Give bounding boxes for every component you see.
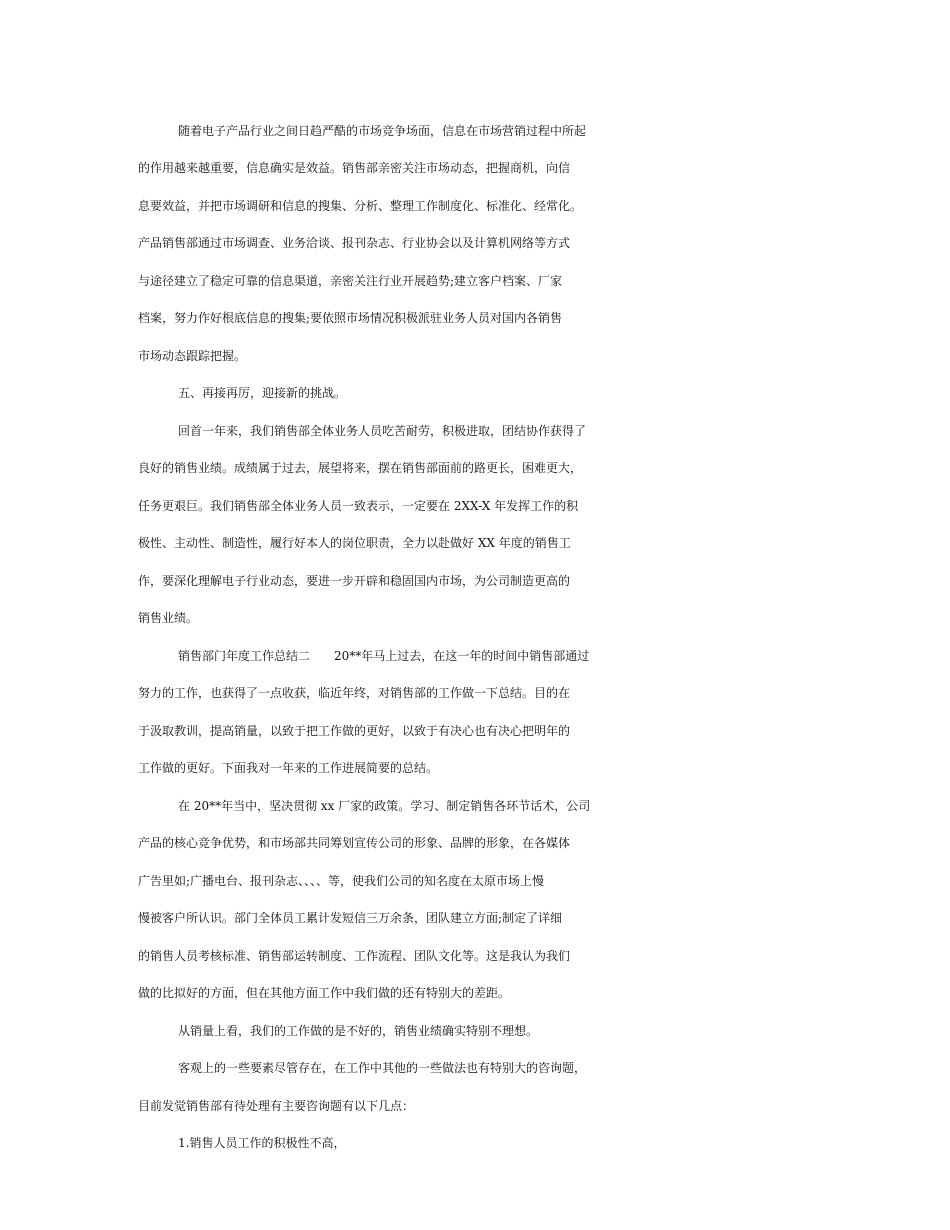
text-line: 销售业绩。 bbox=[138, 611, 199, 625]
text-line: 任务更艰巨。我们销售部全体业务人员一致表示，一定要在 2XX-X 年发挥工作的积 bbox=[138, 499, 579, 513]
text-line: 销售部门年度工作总结二 20**年马上过去，在这一年的时间中销售部通过 bbox=[178, 649, 590, 663]
text-line: 广告里如;广播电台、报刊杂志、、、、等，使我们公司的知名度在太原市场上慢 bbox=[138, 874, 545, 888]
text-line: 与途径建立了稳定可靠的信息渠道，亲密关注行业开展趋势;建立客户档案、厂家 bbox=[138, 274, 563, 288]
text-line: 努力的工作，也获得了一点收获，临近年终，对销售部的工作做一下总结。目的在 bbox=[138, 686, 571, 700]
text-line: 慢被客户所认识。部门全体员工累计发短信三万余条，团队建立方面;制定了详细 bbox=[138, 911, 563, 925]
text-line: 于汲取教训，提高销量，以致于把工作做的更好，以致于有决心也有决心把明年的 bbox=[138, 724, 571, 738]
text-line: 目前发觉销售部有待处理有主要咨询题有以下几点： bbox=[138, 1099, 415, 1113]
text-line: 产品的核心竞争优势，和市场部共同筹划宣传公司的形象、品牌的形象，在各媒体 bbox=[138, 836, 571, 850]
text-line: 极性、主动性、制造性，履行好本人的岗位职责，全力以赴做好 XX 年度的销售工 bbox=[138, 536, 571, 550]
text-line: 产品销售部通过市场调查、业务洽谈、报刊杂志、行业协会以及计算机网络等方式 bbox=[138, 236, 571, 250]
text-line: 在 20**年当中，坚决贯彻 xx 厂家的政策。学习、制定销售各环节话术，公司 bbox=[178, 799, 591, 813]
text-line: 良好的销售业绩。成绩属于过去，展望将来，摆在销售部面前的路更长，困难更大， bbox=[138, 461, 583, 475]
list-item: 1.销售人员工作的积极性不高， bbox=[178, 1136, 346, 1150]
text-line: 从销量上看，我们的工作做的是不好的，销售业绩确实特别不理想。 bbox=[178, 1024, 539, 1038]
text-line: 回首一年来，我们销售部全体业务人员吃苦耐劳，积极进取，团结协作获得了 bbox=[178, 424, 587, 438]
text-line: 随着电子产品行业之间日趋严酷的市场竞争场面，信息在市场营销过程中所起 bbox=[178, 124, 587, 138]
text-line: 客观上的一些要素尽管存在，在工作中其他的一些做法也有特别大的咨询题， bbox=[178, 1061, 587, 1075]
text-line: 市场动态跟踪把握。 bbox=[138, 349, 247, 363]
text-line: 的作用越来越重要，信息确实是效益。销售部亲密关注市场动态，把握商机，向信 bbox=[138, 161, 571, 175]
text-line: 作，要深化理解电子行业动态，要进一步开辟和稳固国内市场，为公司制造更高的 bbox=[138, 574, 571, 588]
text-line: 档案，努力作好根底信息的搜集;要依照市场情况积极派驻业务人员对国内各销售 bbox=[138, 311, 563, 325]
section-heading: 五、再接再厉，迎接新的挑战。 bbox=[178, 386, 347, 400]
text-line: 工作做的更好。下面我对一年来的工作进展简要的总结。 bbox=[138, 761, 439, 775]
text-line: 的销售人员考核标准、销售部运转制度、工作流程、团队文化等。这是我认为我们 bbox=[138, 949, 571, 963]
text-line: 息要效益，并把市场调研和信息的搜集、分析、整理工作制度化、标准化、经常化。 bbox=[138, 199, 583, 213]
text-line: 做的比拟好的方面，但在其他方面工作中我们做的还有特别大的差距。 bbox=[138, 986, 511, 1000]
